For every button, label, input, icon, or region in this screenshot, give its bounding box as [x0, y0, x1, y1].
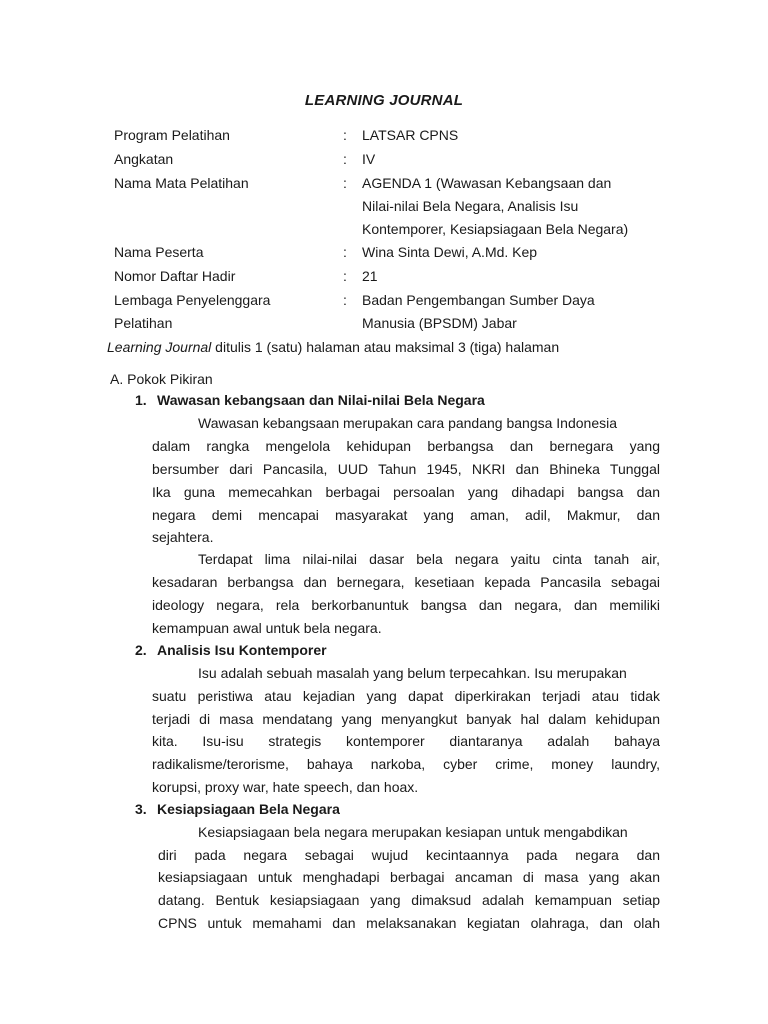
paragraph-line: Ika guna memecahkan berbagai persoalan yang dihadapi bangsa dan [152, 484, 660, 500]
subsection-number: 3. [135, 801, 147, 817]
info-value: IV [362, 151, 376, 167]
info-label: Angkatan [114, 151, 174, 167]
paragraph-line: negara demi mencapai masyarakat yang aman, adil, Makmur, dan [152, 507, 660, 523]
paragraph-line: Kesiapsiagaan bela negara merupakan kesiapan untuk mengabdikan [198, 824, 628, 840]
info-row-program [114, 124, 674, 146]
length-note [107, 336, 559, 358]
page-title: LEARNING JOURNAL [304, 92, 464, 109]
section-heading: A. Pokok Pikiran [110, 371, 213, 387]
info-colon: : [343, 292, 347, 308]
note-text: ditulis 1 (satu) halaman atau maksimal 3 (tiga) halaman [211, 339, 560, 355]
subsection-heading [135, 798, 340, 820]
paragraph-line: korupsi, proxy war, hate speech, dan hoax. [152, 779, 419, 795]
info-label: Nomor Daftar Hadir [114, 268, 236, 284]
paragraph-line: radikalisme/terorisme, bahaya narkoba, cyber crime, money laundry, [152, 756, 660, 772]
info-row-peserta [114, 241, 674, 263]
info-row-lembaga [114, 289, 674, 311]
info-value: Badan Pengembangan Sumber Daya [362, 292, 595, 308]
info-value: Wina Sinta Dewi, A.Md. Kep [362, 244, 538, 260]
info-row-mata-pelatihan [114, 172, 674, 194]
subsection-heading [135, 389, 485, 411]
paragraph-line: kesiapsiagaan untuk menghadapi berbagai ancaman di masa yang akan [158, 869, 660, 885]
info-value: LATSAR CPNS [362, 127, 459, 143]
paragraph-line: dalam rangka mengelola kehidupan berbangsa dan bernegara yang [152, 438, 660, 454]
info-colon: : [343, 151, 347, 167]
subsection-title: Wawasan kebangsaan dan Nilai-nilai Bela Negara [157, 392, 485, 408]
info-colon: : [343, 175, 347, 191]
paragraph-line: kesadaran berbangsa dan bernegara, kesetiaan kepada Pancasila sebagai [152, 574, 660, 590]
info-colon: : [343, 268, 347, 284]
paragraph-line: bersumber dari Pancasila, UUD Tahun 1945, NKRI dan Bhineka Tunggal [152, 461, 660, 477]
subsection-heading [135, 639, 327, 661]
subsection-number: 1. [135, 392, 147, 408]
info-row-mata-pelatihan-cont [114, 218, 674, 240]
info-colon: : [343, 244, 347, 260]
paragraph-line: Terdapat lima nilai-nilai dasar bela negara yaitu cinta tanah air, [198, 551, 660, 567]
paragraph-line: kita. Isu-isu strategis kontemporer diantaranya adalah bahaya [152, 733, 660, 749]
info-row-lembaga-cont [114, 312, 674, 334]
paragraph-line: kemampuan awal untuk bela negara. [152, 620, 382, 636]
info-row-nomor [114, 265, 674, 287]
paragraph-line: suatu peristiwa atau kejadian yang dapat diperkirakan terjadi atau tidak [152, 688, 660, 704]
subsection-number: 2. [135, 642, 147, 658]
paragraph-line: CPNS untuk memahami dan melaksanakan kegiatan olahraga, dan olah [158, 915, 660, 931]
paragraph-line: Isu adalah sebuah masalah yang belum terpecahkan. Isu merupakan [198, 665, 627, 681]
info-label: Nama Mata Pelatihan [114, 175, 249, 191]
info-colon: : [343, 127, 347, 143]
paragraph-line: sejahtera. [152, 529, 214, 545]
paragraph-line: datang. Bentuk kesiapsiagaan yang dimaksud adalah kemampuan setiap [158, 892, 660, 908]
info-label: Lembaga Penyelenggara [114, 292, 271, 308]
info-value: Manusia (BPSDM) Jabar [362, 315, 517, 331]
note-italic: Learning Journal [107, 339, 212, 355]
paragraph-line: diri pada negara sebagai wujud kecintaannya pada negara dan [158, 847, 660, 863]
info-row-mata-pelatihan-cont [114, 195, 674, 217]
subsection-title: Analisis Isu Kontemporer [157, 642, 327, 658]
subsection-title: Kesiapsiagaan Bela Negara [157, 801, 340, 817]
info-value: Kontemporer, Kesiapsiagaan Bela Negara) [362, 221, 629, 237]
paragraph-line: ideology negara, rela berkorbanuntuk bangsa dan negara, dan memiliki [152, 597, 660, 613]
info-label: Nama Peserta [114, 244, 204, 260]
info-label: Pelatihan [114, 315, 173, 331]
info-label: Program Pelatihan [114, 127, 230, 143]
info-value: Nilai-nilai Bela Negara, Analisis Isu [362, 198, 579, 214]
paragraph-line: terjadi di masa mendatang yang menyangkut banyak hal dalam kehidupan [152, 711, 660, 727]
info-row-angkatan [114, 148, 674, 170]
info-value: AGENDA 1 (Wawasan Kebangsaan dan [362, 175, 612, 191]
info-value: 21 [362, 268, 378, 284]
paragraph-line: Wawasan kebangsaan merupakan cara pandang bangsa Indonesia [198, 415, 618, 431]
